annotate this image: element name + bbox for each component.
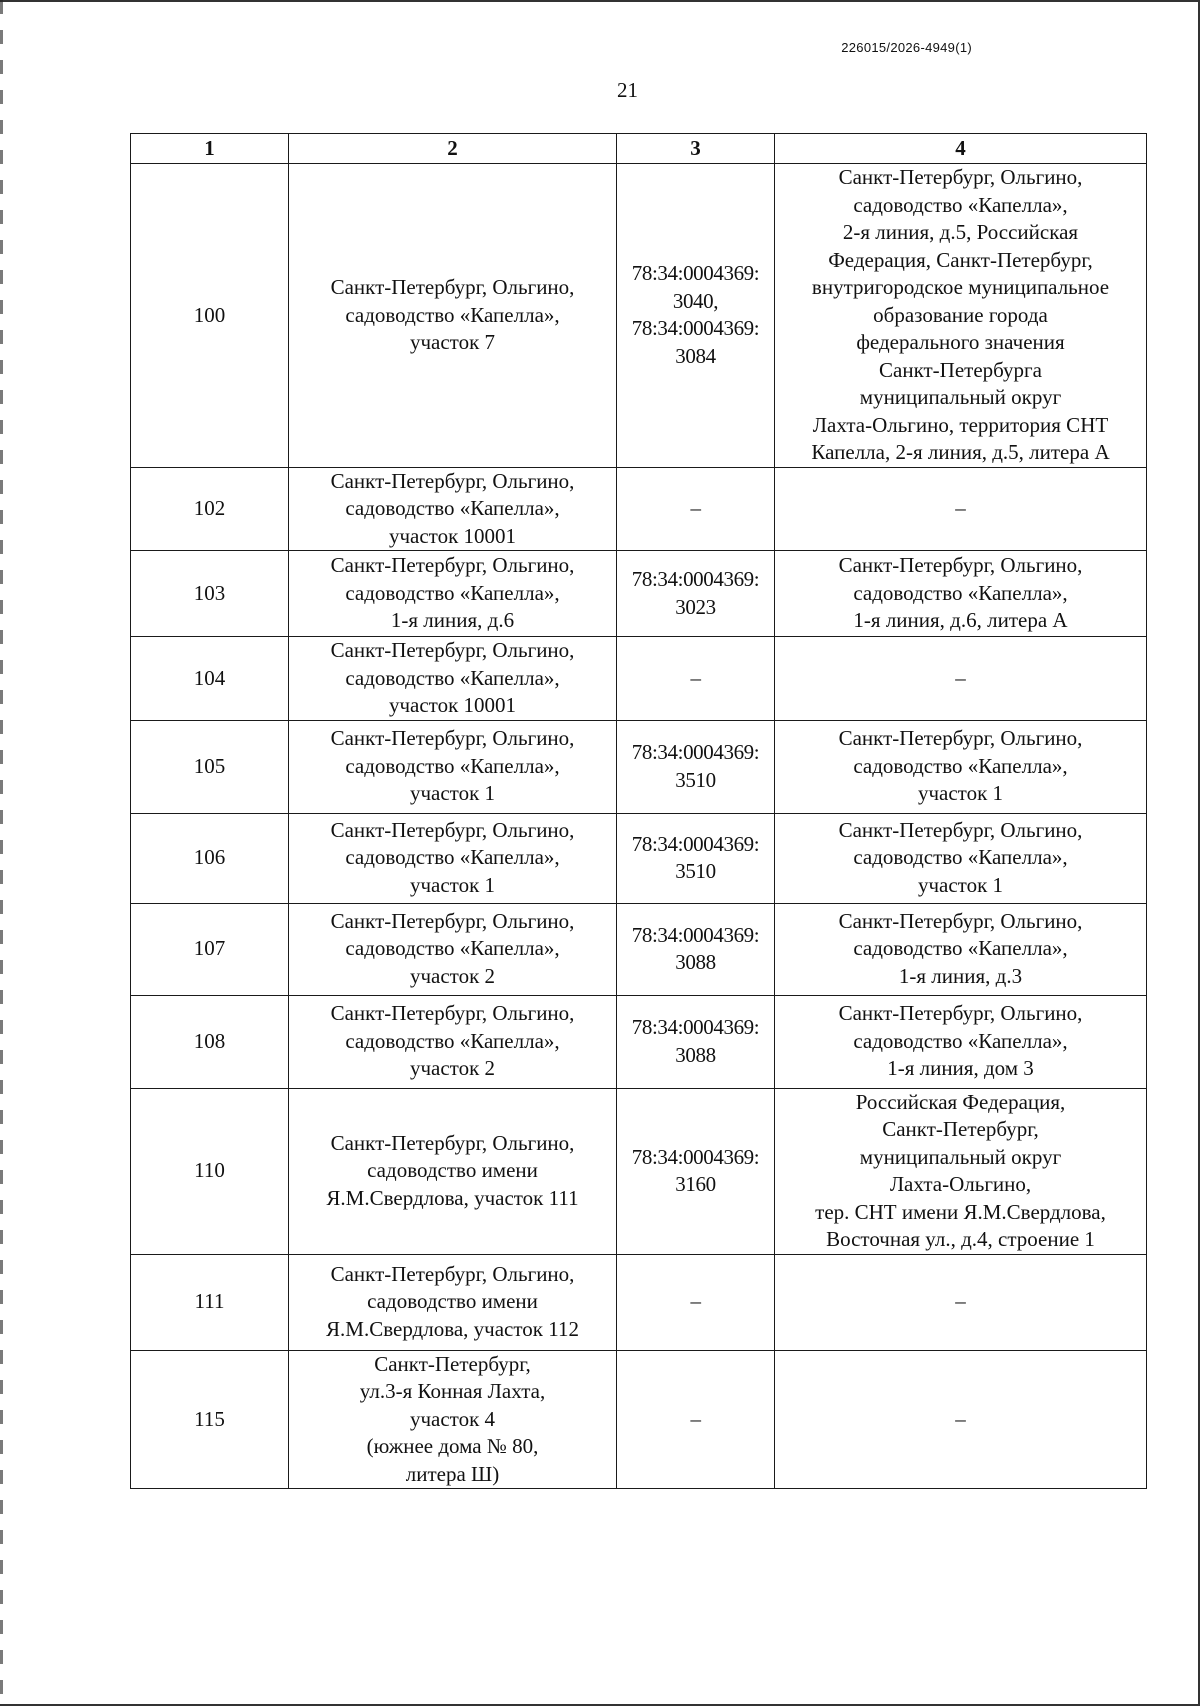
cadastral-number-cell — [617, 995, 775, 1088]
official-address-line: – — [955, 665, 966, 690]
address-line: садоводство «Капелла», — [345, 753, 560, 778]
table-row — [131, 813, 1147, 903]
official-address-line: садоводство «Капелла», — [853, 1028, 1068, 1053]
official-address-line: муниципальный округ — [859, 1144, 1062, 1169]
address-line: Санкт-Петербург, Ольгино, — [330, 468, 575, 493]
official-address-line: садоводство «Капелла», — [853, 753, 1068, 778]
address-line: Санкт-Петербург, Ольгино, — [330, 1130, 575, 1155]
column-header-1: 1 — [131, 134, 289, 164]
cadastral-line: 78:34:0004369: — [631, 567, 760, 591]
address-line: садоводство имени — [367, 1158, 538, 1183]
table-row — [131, 164, 1147, 468]
table-row — [131, 467, 1147, 551]
table-row — [131, 720, 1147, 813]
official-address-cell — [775, 637, 1147, 721]
official-address-line: образование города — [873, 302, 1048, 327]
address-line: участок 2 — [409, 1056, 496, 1081]
official-address-cell — [775, 903, 1147, 995]
column-header-3: 3 — [617, 134, 775, 164]
row-number-cell: 102 — [131, 467, 289, 551]
table-header-row — [131, 134, 1147, 164]
official-address-line: участок 1 — [917, 781, 1004, 806]
address-cell — [289, 637, 617, 721]
address-line: Санкт-Петербург, Ольгино, — [330, 726, 575, 751]
address-line: участок 10001 — [388, 523, 517, 548]
official-address-line: Санкт-Петербург, Ольгино, — [838, 165, 1083, 189]
cadastral-line: 3510 — [675, 767, 716, 792]
cadastral-number-cell — [617, 551, 775, 637]
row-number-cell: 107 — [131, 903, 289, 995]
cadastral-line: 78:34:0004369: — [631, 316, 760, 341]
cadastral-number-cell — [617, 164, 775, 468]
row-number-cell: 108 — [131, 995, 289, 1088]
table-row — [131, 903, 1147, 995]
address-line: литера Ш) — [405, 1461, 500, 1486]
address-line: Санкт-Петербург, Ольгино, — [330, 1261, 575, 1286]
address-cell — [289, 903, 617, 995]
cadastral-number-cell — [617, 467, 775, 551]
official-address-line: Санкт-Петербург, Ольгино, — [838, 817, 1083, 842]
scan-border-left — [0, 0, 3, 1706]
official-address-cell — [775, 164, 1147, 468]
official-address-line: садоводство «Капелла», — [853, 580, 1068, 605]
address-cell — [289, 164, 617, 468]
official-address-line: – — [955, 1406, 966, 1431]
official-address-cell — [775, 551, 1147, 637]
cadastral-line: 78:34:0004369: — [631, 740, 760, 764]
address-line: участок 4 — [409, 1406, 496, 1431]
address-line: садоводство «Капелла», — [345, 496, 560, 520]
address-line: Санкт-Петербург, Ольгино, — [330, 275, 575, 299]
address-line: участок 7 — [409, 330, 496, 354]
address-line: Санкт-Петербург, — [374, 1351, 531, 1376]
table-row — [131, 637, 1147, 721]
address-line: садоводство «Капелла», — [345, 302, 560, 327]
address-line: Санкт-Петербург, Ольгино, — [330, 553, 575, 578]
column-header-4: 4 — [775, 134, 1147, 164]
official-address-line: садоводство «Капелла», — [853, 845, 1068, 870]
official-address-line: муниципальный округ — [859, 385, 1062, 409]
address-line: (южнее дома № 80, — [366, 1434, 539, 1458]
address-line: Санкт-Петербург, Ольгино, — [330, 908, 575, 933]
cadastral-line: – — [690, 1289, 701, 1314]
official-address-line: Федерация, Санкт-Петербург, — [828, 247, 1093, 272]
official-address-line: Лахта-Ольгино, — [889, 1172, 1032, 1196]
cadastral-number-cell — [617, 637, 775, 721]
cadastral-line: 3040, — [672, 288, 719, 313]
row-number-cell: 115 — [131, 1350, 289, 1489]
table-body — [131, 164, 1147, 1489]
table-row — [131, 551, 1147, 637]
official-address-line: Санкт-Петербург, — [882, 1117, 1039, 1141]
official-address-line: Лахта-Ольгино, территория СНТ — [812, 412, 1109, 437]
column-header-2: 2 — [289, 134, 617, 164]
address-cell — [289, 995, 617, 1088]
address-line: Санкт-Петербург, Ольгино, — [330, 1001, 575, 1026]
address-cell — [289, 1350, 617, 1489]
official-address-cell — [775, 813, 1147, 903]
address-line: Санкт-Петербург, Ольгино, — [330, 817, 575, 842]
cadastral-line: 3088 — [675, 950, 716, 974]
official-address-line: садоводство «Капелла», — [853, 936, 1068, 961]
cadastral-line: 78:34:0004369: — [631, 1015, 760, 1039]
official-address-cell — [775, 467, 1147, 551]
address-line: садоводство имени — [367, 1289, 538, 1314]
table-row — [131, 1088, 1147, 1254]
table-row — [131, 1254, 1147, 1350]
address-cell — [289, 1254, 617, 1350]
official-address-line: Санкт-Петербург, Ольгино, — [838, 726, 1083, 751]
official-address-line: Восточная ул., д.4, строение 1 — [826, 1227, 1095, 1251]
row-number-cell: 100 — [131, 164, 289, 468]
official-address-cell — [775, 720, 1147, 813]
official-address-cell — [775, 1350, 1147, 1489]
address-line: садоводство «Капелла», — [345, 580, 560, 605]
address-line: садоводство «Капелла», — [345, 1028, 560, 1053]
cadastral-line: 3084 — [675, 343, 716, 368]
official-address-line: Санкт-Петербурга — [879, 357, 1042, 382]
address-line: участок 10001 — [388, 693, 517, 717]
official-address-line: Санкт-Петербург, Ольгино, — [838, 908, 1083, 933]
cadastral-line: – — [690, 496, 701, 520]
registry-table — [130, 133, 1147, 1489]
official-address-line: 2-я линия, д.5, Российская — [842, 220, 1079, 244]
address-line: Я.М.Свердлова, участок 111 — [326, 1185, 579, 1210]
cadastral-line: 78:34:0004369: — [631, 261, 760, 286]
cadastral-number-cell — [617, 1088, 775, 1254]
address-cell — [289, 813, 617, 903]
cadastral-line: 3510 — [675, 859, 716, 883]
document-number: 226015/2026-4949(1) — [841, 40, 972, 55]
official-address-line: – — [955, 1289, 966, 1314]
address-line: участок 2 — [409, 963, 496, 988]
address-line: ул.3-я Конная Лахта, — [359, 1379, 546, 1403]
official-address-line: тер. СНТ имени Я.М.Свердлова, — [815, 1199, 1106, 1224]
row-number-cell: 111 — [131, 1254, 289, 1350]
row-number-cell: 103 — [131, 551, 289, 637]
official-address-line: Российская Федерация, — [855, 1089, 1066, 1114]
cadastral-line: 3023 — [675, 594, 716, 619]
table-row — [131, 1350, 1147, 1489]
cadastral-line: 3088 — [675, 1042, 716, 1067]
official-address-line: 1-я линия, д.3 — [898, 963, 1023, 988]
cadastral-number-cell — [617, 1350, 775, 1489]
official-address-line: федерального значения — [856, 330, 1065, 354]
official-address-line: – — [955, 496, 966, 520]
official-address-cell — [775, 995, 1147, 1088]
address-cell — [289, 551, 617, 637]
cadastral-number-cell — [617, 720, 775, 813]
address-line: садоводство «Капелла», — [345, 845, 560, 870]
official-address-cell — [775, 1088, 1147, 1254]
cadastral-line: 3160 — [675, 1172, 716, 1196]
address-line: Санкт-Петербург, Ольгино, — [330, 638, 575, 662]
address-line: садоводство «Капелла», — [345, 665, 560, 690]
cadastral-number-cell — [617, 813, 775, 903]
row-number-cell: 104 — [131, 637, 289, 721]
official-address-line: Санкт-Петербург, Ольгино, — [838, 1001, 1083, 1026]
row-number-cell: 110 — [131, 1088, 289, 1254]
address-cell — [289, 1088, 617, 1254]
address-line: участок 1 — [409, 781, 496, 806]
cadastral-line: 78:34:0004369: — [631, 1144, 760, 1169]
official-address-line: 1-я линия, дом 3 — [887, 1056, 1034, 1081]
page-number: 21 — [617, 78, 638, 102]
address-line: садоводство «Капелла», — [345, 936, 560, 961]
official-address-line: внутригородское муниципальное — [811, 275, 1110, 299]
cadastral-line: – — [690, 665, 701, 690]
cadastral-number-cell — [617, 1254, 775, 1350]
official-address-line: садоводство «Капелла», — [853, 192, 1068, 217]
official-address-cell — [775, 1254, 1147, 1350]
cadastral-line: 78:34:0004369: — [631, 831, 760, 856]
row-number-cell: 105 — [131, 720, 289, 813]
address-cell — [289, 720, 617, 813]
official-address-line: Капелла, 2-я линия, д.5, литера А — [811, 440, 1110, 464]
address-line: Я.М.Свердлова, участок 112 — [326, 1316, 579, 1341]
official-address-line: Санкт-Петербург, Ольгино, — [838, 553, 1083, 578]
table-row — [131, 995, 1147, 1088]
address-cell — [289, 467, 617, 551]
scan-border-top — [0, 0, 1200, 2]
official-address-line: 1-я линия, д.6, литера А — [853, 608, 1068, 633]
address-line: участок 1 — [409, 872, 496, 897]
cadastral-line: 78:34:0004369: — [631, 922, 760, 947]
cadastral-line: – — [690, 1406, 701, 1431]
official-address-line: участок 1 — [917, 872, 1004, 897]
row-number-cell: 106 — [131, 813, 289, 903]
cadastral-number-cell — [617, 903, 775, 995]
address-line: 1-я линия, д.6 — [390, 608, 515, 633]
